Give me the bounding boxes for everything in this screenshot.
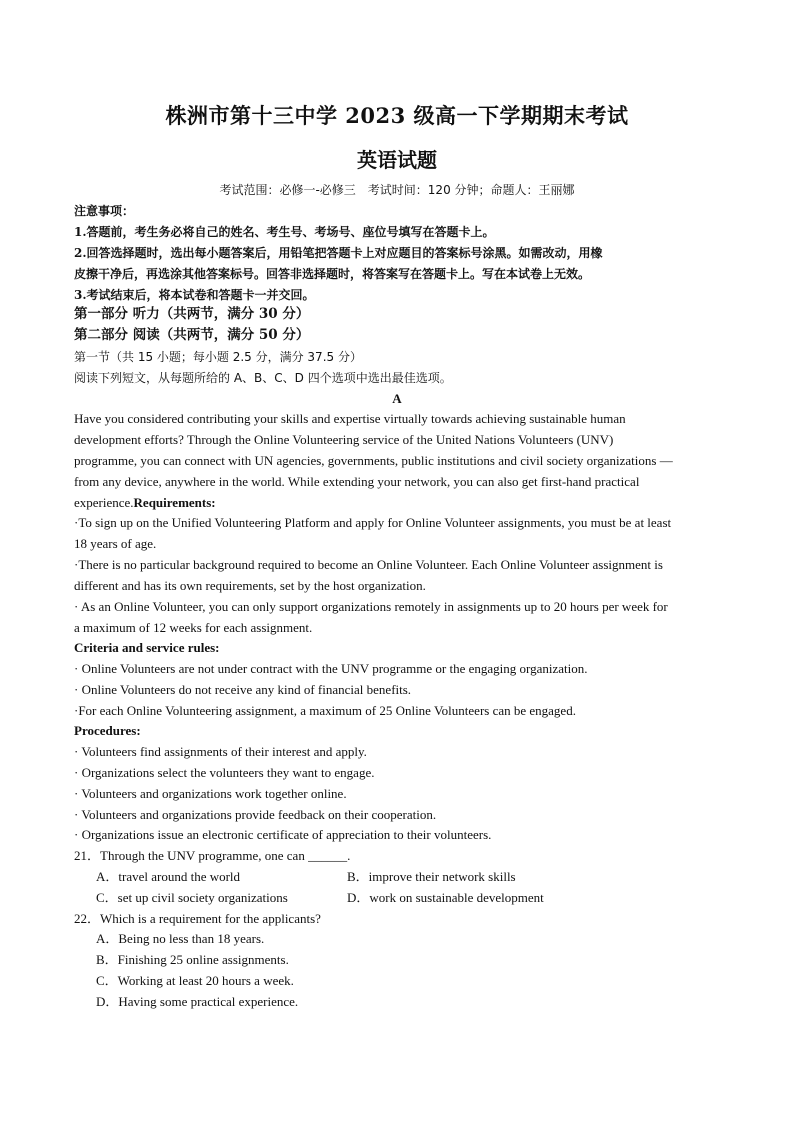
question-21-option-b[interactable]: B．improve their network skills	[347, 869, 516, 884]
note-item: 皮擦干净后，再选涂其他答案标号。回答非选择题时，将答案写在答题卡上。写在本试卷上无效。	[74, 267, 591, 281]
reading-instruction: 阅读下列短文，从每题所给的 A、B、C、D 四个选项中选出最佳选项。	[74, 371, 452, 385]
question-22-option-b[interactable]: B．Finishing 25 online assignments.	[96, 952, 289, 967]
requirement-line: 18 years of age.	[74, 536, 157, 551]
passage-line: programme, you can connect with UN agencies, governments, public institutions and civil society organizations —	[74, 453, 673, 468]
notes-heading: 注意事项：	[74, 204, 135, 218]
requirement-line: ·To sign up on the Unified Volunteering Platform and apply for Online Volunteer assignments, you must be at least	[74, 515, 672, 530]
exam-title: 株洲市第十三中学 2023 级高一下学期期末考试	[165, 103, 629, 128]
section-one-heading: 第一节（共 15 小题；每小题 2.5 分，满分 37.5 分）	[74, 350, 362, 364]
passage-text: experience.	[74, 495, 134, 510]
requirements-heading: Requirements:	[133, 495, 216, 510]
requirement-line: a maximum of 12 weeks for each assignment.	[74, 620, 313, 635]
requirement-line: ·There is no particular background required to become an Online Volunteer. Each Online Volunteer assignment is	[74, 557, 663, 572]
procedure-line: · Volunteers and organizations provide feedback on their cooperation.	[74, 807, 437, 822]
note-item: 2.回答选择题时，选出每小题答案后，用铅笔把答题卡上对应题目的答案标号涂黑。如需改动，用橡	[74, 246, 603, 260]
procedure-line: · Organizations issue an electronic certificate of appreciation to their volunteers.	[74, 827, 492, 842]
requirement-line: different and has its own requirements, set by the host organization.	[74, 578, 426, 593]
passage-line: development efforts? Through the Online Volunteering service of the United Nations Volunteers (UNV)	[74, 432, 614, 447]
passage-line: from any device, anywhere in the world. While extending your network, you can also get first-hand practical	[74, 474, 640, 489]
procedures-heading: Procedures:	[74, 723, 141, 738]
question-22-option-d[interactable]: D．Having some practical experience.	[96, 994, 299, 1009]
exam-scope-line: 考试范围：必修一-必修三 考试时间：120 分钟；命题人：王丽娜	[219, 183, 575, 197]
question-21-option-d[interactable]: D．work on sustainable development	[347, 890, 544, 905]
criteria-heading: Criteria and service rules:	[74, 640, 220, 655]
section-heading-listening: 第一部分 听力（共两节，满分 30 分）	[74, 306, 310, 322]
question-21-option-a[interactable]: A．travel around the world	[96, 869, 241, 884]
question-21-stem: 21．Through the UNV programme, one can ______.	[74, 848, 351, 863]
criteria-line: ·For each Online Volunteering assignment, a maximum of 25 Online Volunteers can be engaged.	[74, 703, 576, 718]
criteria-line: · Online Volunteers do not receive any kind of financial benefits.	[74, 682, 412, 697]
question-22-option-c[interactable]: C．Working at least 20 hours a week.	[96, 973, 294, 988]
procedure-line: · Volunteers and organizations work together online.	[74, 786, 347, 801]
question-22-stem: 22．Which is a requirement for the applicants?	[74, 911, 321, 926]
passage-label: A	[392, 391, 402, 406]
passage-line: Have you considered contributing your skills and expertise virtually towards achieving sustainable human	[74, 411, 626, 426]
requirement-line: · As an Online Volunteer, you can only support organizations remotely in assignments up to 20 hours per week for	[74, 599, 668, 614]
question-21-option-c[interactable]: C．set up civil society organizations	[96, 890, 288, 905]
section-heading-reading: 第二部分 阅读（共两节，满分 50 分）	[74, 327, 310, 343]
procedure-line: · Organizations select the volunteers they want to engage.	[74, 765, 375, 780]
question-22-option-a[interactable]: A．Being no less than 18 years.	[96, 931, 265, 946]
passage-line	[74, 495, 724, 510]
exam-subtitle: 英语试题	[357, 148, 437, 172]
criteria-line: · Online Volunteers are not under contract with the UNV programme or the engaging organization.	[74, 661, 588, 676]
procedure-line: · Volunteers find assignments of their interest and apply.	[74, 744, 367, 759]
note-item: 1.答题前，考生务必将自己的姓名、考生号、考场号、座位号填写在答题卡上。	[74, 225, 495, 239]
note-item: 3.考试结束后，将本试卷和答题卡一并交回。	[74, 288, 315, 302]
